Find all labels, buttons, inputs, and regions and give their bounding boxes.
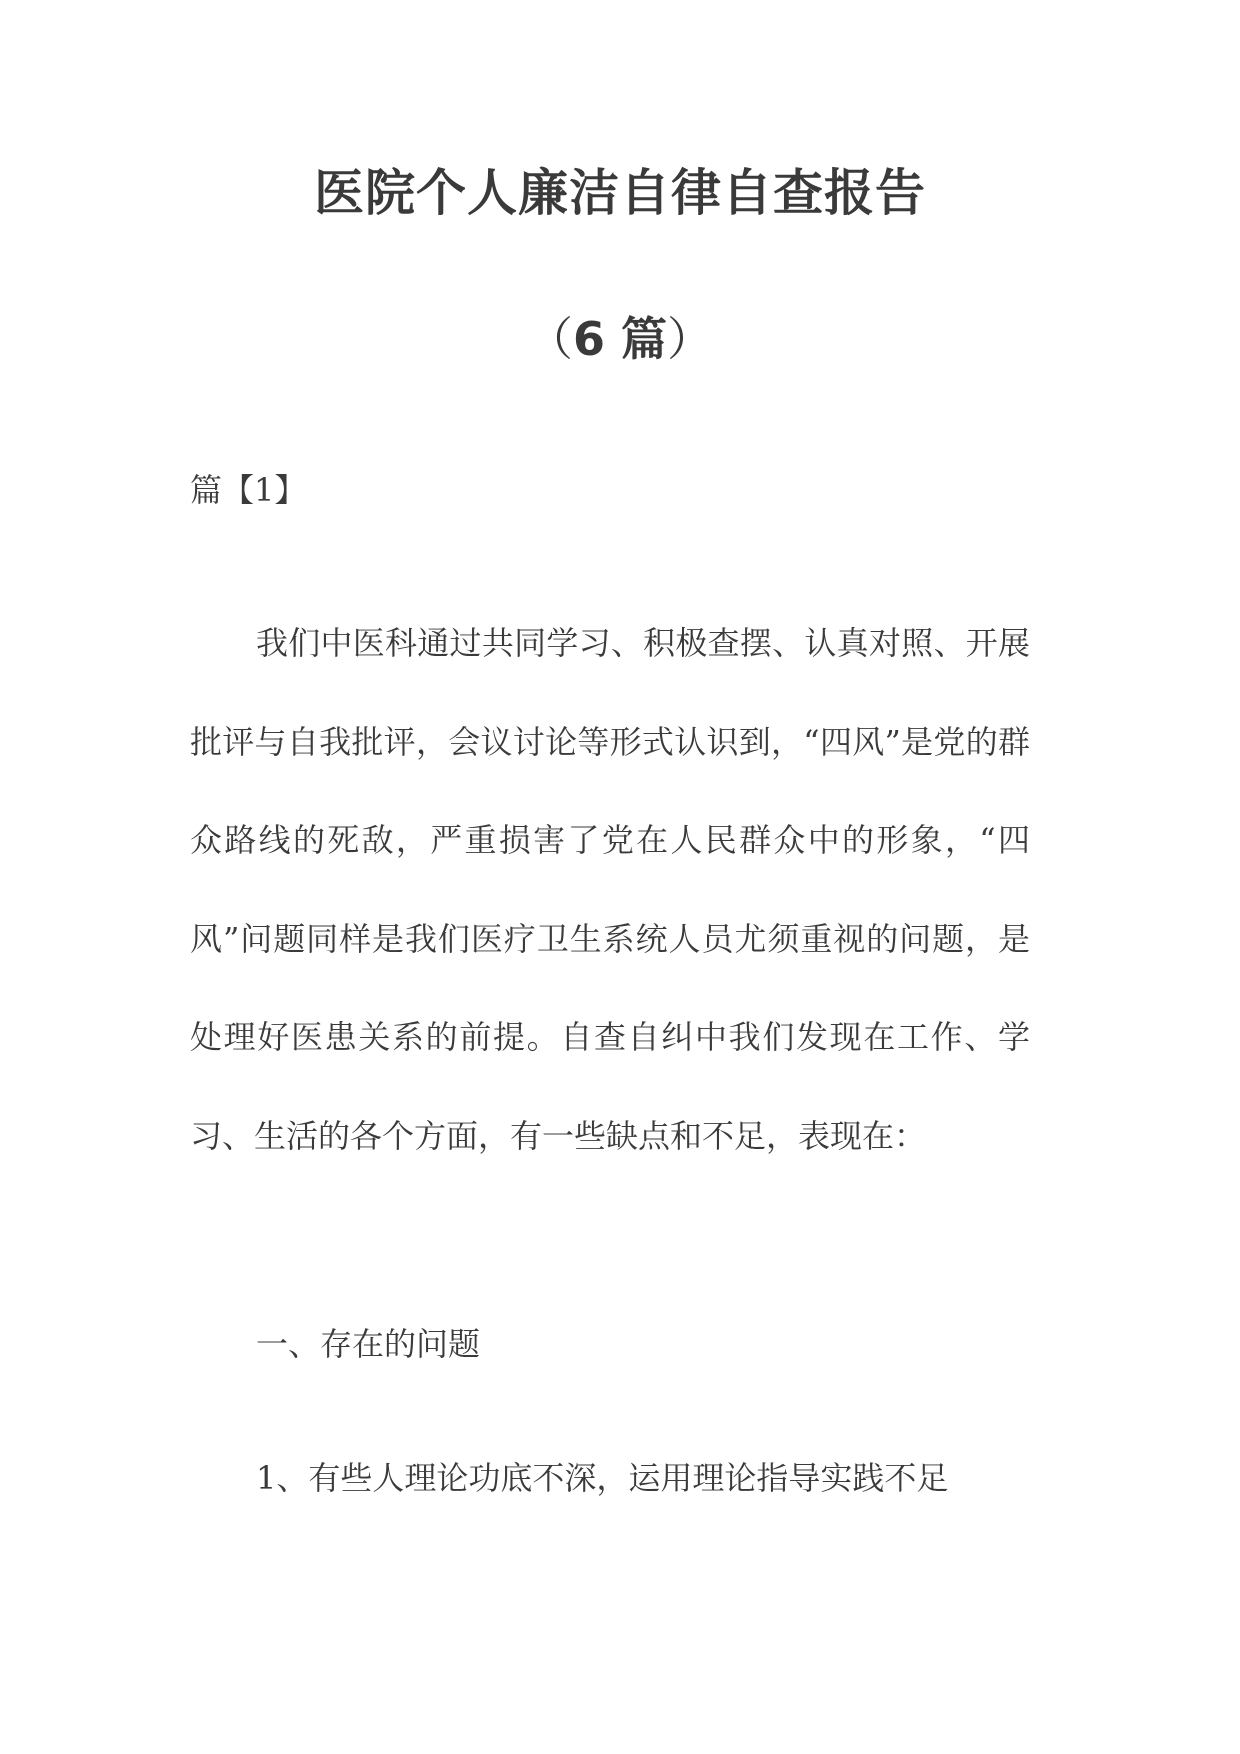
subtitle-close-paren: ） bbox=[667, 312, 714, 366]
subtitle-open-paren: （ bbox=[526, 312, 573, 366]
subtitle-count: 6 篇 bbox=[572, 312, 668, 366]
section-label: 篇【1】 bbox=[190, 471, 307, 509]
document-subtitle bbox=[0, 306, 1240, 372]
section-heading: 一、存在的问题 bbox=[256, 1325, 481, 1363]
document-title: 医院个人廉洁自律自查报告 bbox=[314, 164, 926, 222]
body-paragraph: 我们中医科通过共同学习、积极查摆、认真对照、开展批评与自我批评，会议讨论等形式认识到，“四风”是党的群众路线的死敌，严重损害了党在人民群众中的形象，“四风”问题同样是我们医疗卫生系统人员尤须重视的问题，是处理好医患关系的前提。自查自纠中我们发现在工作、学习、生活的各个方面，有一些缺点和不足，表现在： bbox=[190, 624, 1030, 1155]
list-item: 1、有些人理论功底不深，运用理论指导实践不足 bbox=[256, 1459, 949, 1497]
